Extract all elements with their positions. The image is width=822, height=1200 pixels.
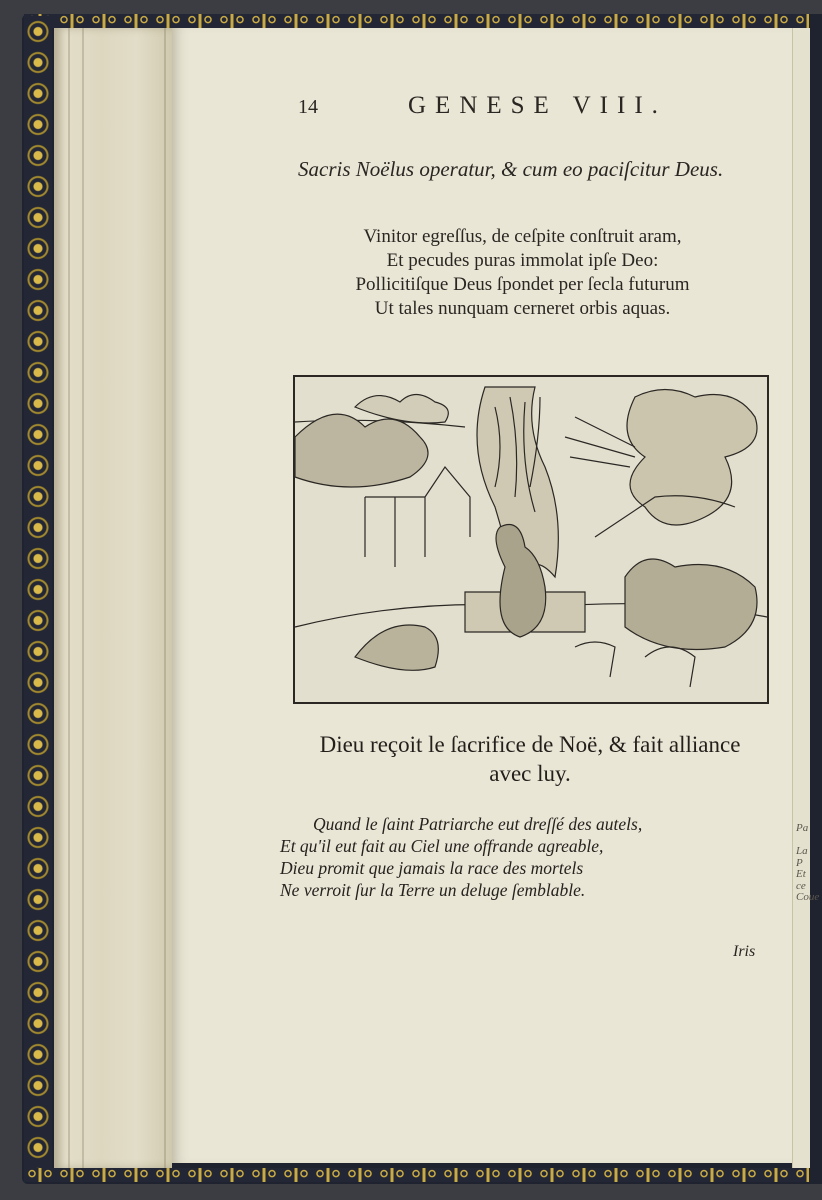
facing-page-fragment: La P (796, 845, 808, 869)
verse-line: Pollicitiſque Deus ſpondet per ſecla futurum (355, 274, 690, 295)
verse-line: Et pecudes puras immolat ipſe Deo: (386, 250, 659, 271)
latin-verse (300, 225, 745, 321)
facing-page-edge (792, 28, 810, 1168)
page-stub (54, 28, 172, 1168)
gilt-border-bottom (24, 1168, 809, 1182)
french-verse (280, 813, 750, 901)
woodcut-illustration (293, 375, 769, 704)
facing-page-fragment: Pa (796, 822, 809, 834)
verse-line: Quand le ſaint Patriarche eut dreſſé des autels, (313, 814, 643, 834)
noah-sacrifice-image (295, 377, 767, 702)
verse-line: Vinitor egreſſus, de ceſpite conſtruit aram, (363, 226, 682, 247)
french-caption (280, 730, 780, 788)
gilt-border-top (24, 14, 809, 28)
verse-line: Dieu promit que jamais la race des mortels (280, 858, 584, 878)
catchword: Iris (733, 943, 756, 960)
running-title: GENESE VIII. (408, 92, 667, 119)
facing-page-fragment: Coue (796, 891, 820, 903)
verse-line: Ut tales nunquam cerneret orbis aquas. (374, 298, 671, 319)
facing-page-fragment: Et ce (796, 868, 806, 892)
caption-line: Dieu reçoit le ſacrifice de Noë, & fait alliance (319, 732, 741, 757)
caption-line: avec luy. (489, 761, 571, 786)
verse-line: Et qu'il eut fait au Ciel une offrande agreable, (280, 836, 604, 856)
page-number: 14 (298, 96, 318, 118)
verse-line: Ne verroit ſur la Terre un deluge ſemblable. (280, 880, 586, 900)
gilt-border-left (24, 16, 52, 1182)
latin-argument: Sacris Noëlus operatur, & cum eo paciſcitur Deus. (298, 157, 724, 181)
